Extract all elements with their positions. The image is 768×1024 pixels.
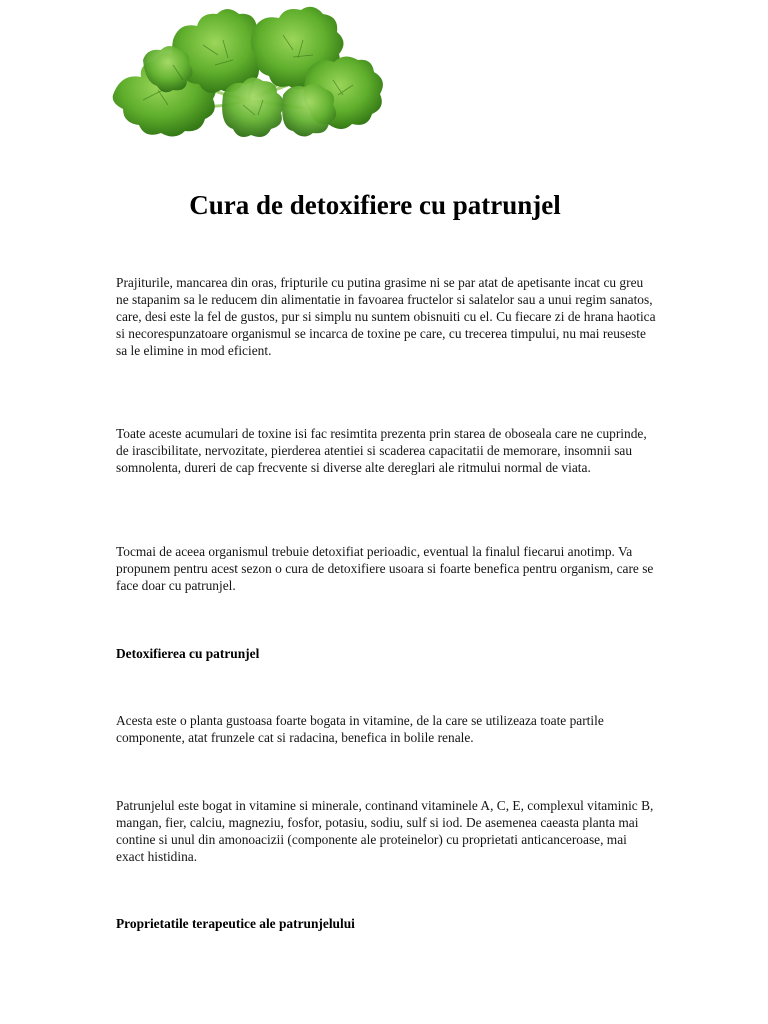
parsley-icon <box>103 0 393 160</box>
section-heading-detox: Detoxifierea cu patrunjel <box>116 646 260 661</box>
paragraph-toxins: Toate aceste acumulari de toxine isi fac resimtita prezenta prin starea de oboseala care ne cuprinde, de irascibilitate, nervozitate, pierderea atentiei si scaderea capacitatii de memorare, insomnii sau somnolenta, dureri de cap frecvente si diverse alte dereglari ale ritmului normal de viata. <box>116 426 647 475</box>
paragraph-detox-season: Tocmai de aceea organismul trebuie detoxifiat perioadic, eventual la finalul fiecarui anotimp. Va propunem pentru acest sezon o cura de detoxifiere usoara si foarte benefica pentru organism, care se face doar cu patrunjel. <box>116 544 654 593</box>
paragraph-vitamins: Patrunjelul este bogat in vitamine si minerale, continand vitaminele A, C, E, complexul vitaminic B, mangan, fier, calciu, magneziu, fosfor, potasiu, sodiu, sulf si iod. De asemenea caeasta planta mai contine si unul din amonoacizii (componente ale proteinelor) cu proprietati anticanceroase, mai exact histidina. <box>116 798 654 864</box>
parsley-image <box>103 0 393 160</box>
page-title: Cura de detoxifiere cu patrunjel <box>189 190 561 220</box>
section-heading-therapeutic: Proprietatile terapeutice ale patrunjelului <box>116 916 355 931</box>
paragraph-plant: Acesta este o planta gustoasa foarte bogata in vitamine, de la care se utilizeaza toate partile componente, atat frunzele cat si radacina, benefica in bolile renale. <box>116 713 604 745</box>
paragraph-intro: Prajiturile, mancarea din oras, fripturile cu putina grasime ni se par atat de apetisante incat cu greu ne stapanim sa le reducem din alimentatie in favoarea fructelor si salatelor sau a unui regim sanatos, care, desi este la fel de gustos, pur si simplu nu suntem obisnuiti cu el. Cu fiecare zi de hrana haotica si necorespunzatoare organismul se incarca de toxine pe care, cu trecerea timpului, nu mai reuseste sa le elimine in mod eficient. <box>116 275 656 358</box>
